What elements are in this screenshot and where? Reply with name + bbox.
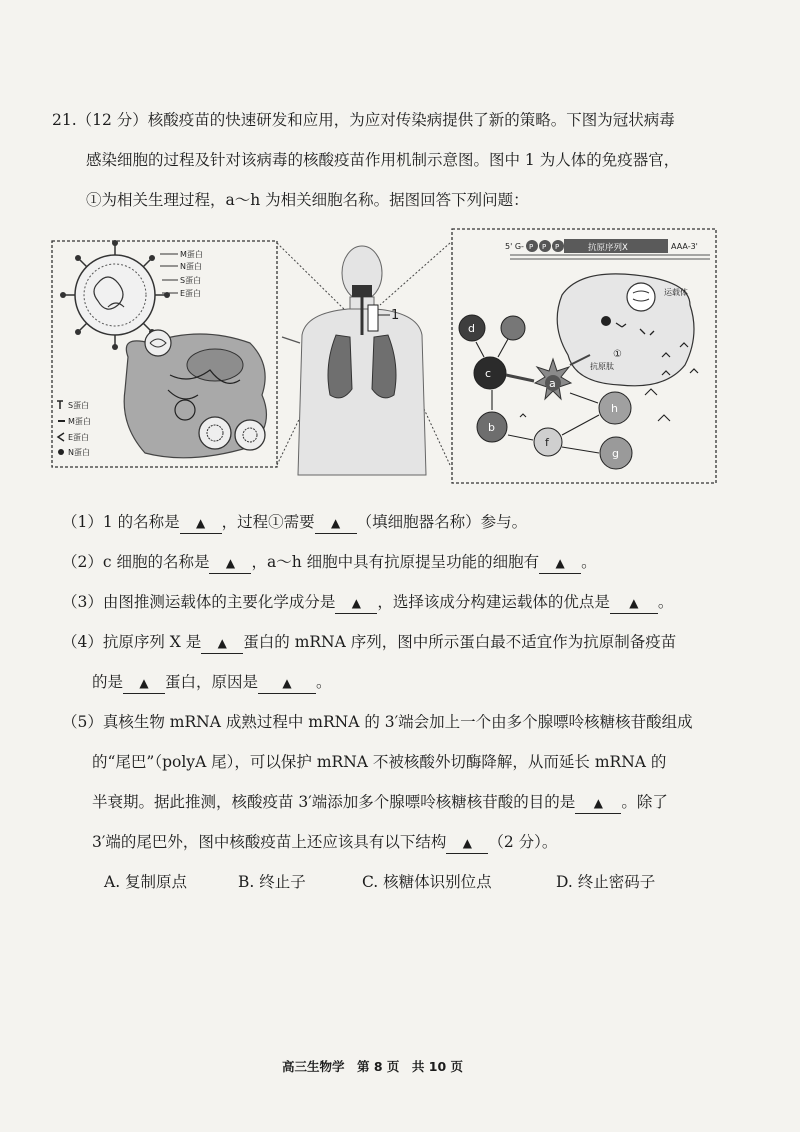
legend-bottom-0: S蛋白 (68, 401, 90, 410)
legend-bottom-1: M蛋白 (68, 417, 91, 426)
blank-1-1[interactable]: ▲ (180, 513, 222, 534)
blank-4-3[interactable]: ▲ (258, 673, 316, 694)
legend-bottom-2: E蛋白 (68, 433, 90, 442)
svg-text:P: P (542, 243, 547, 251)
blank-2-2[interactable]: ▲ (539, 553, 581, 574)
thymus-organ (368, 305, 378, 331)
legend-top (160, 249, 203, 298)
legend-top-2: S蛋白 (180, 276, 202, 285)
item-2: （2）c 细胞的名称是 ▲ ，a～h 细胞中具有抗原提呈功能的细胞有 ▲ 。 (62, 552, 597, 574)
legend-bottom-3: N蛋白 (68, 448, 90, 457)
svg-text:d: d (468, 322, 475, 335)
svg-text:b: b (488, 421, 495, 434)
svg-text:c: c (485, 367, 492, 380)
figure (50, 225, 720, 487)
svg-text:g: g (612, 447, 619, 460)
blank-1-2[interactable]: ▲ (315, 513, 357, 534)
option-a[interactable]: A. 复制原点 (104, 873, 188, 891)
blank-2-1[interactable]: ▲ (209, 553, 251, 574)
legend-top-0: M蛋白 (180, 250, 203, 259)
cell-a (535, 359, 571, 399)
mrna-5-label: 5' G- (505, 242, 524, 251)
legend-bottom (57, 400, 91, 457)
item-5-line-2: 的“尾巴”（polyA 尾），可以保护 mRNA 不被核酸外切酶降解，从而延长 mRNA 的 (92, 753, 667, 771)
endosome-icon (145, 330, 171, 356)
svg-text:P: P (555, 243, 560, 251)
blank-3-2[interactable]: ▲ (610, 593, 658, 614)
question-intro-line-3: ①为相关生理过程，a～h 为相关细胞名称。据图回答下列问题： (86, 191, 529, 209)
mrna-3-label: AAA-3' (671, 242, 698, 251)
assembled-virus (199, 417, 231, 449)
item-4-line-1: （4）抗原序列 X 是 ▲ 蛋白的 mRNA 序列，图中所示蛋白最不适宜作为抗原制备疫苗 (62, 632, 676, 654)
vaccine-mechanism-panel (452, 229, 716, 483)
legend-top-3: E蛋白 (180, 289, 202, 298)
blank-4-1[interactable]: ▲ (201, 633, 243, 654)
svg-text:f: f (545, 436, 549, 449)
organ-label: 1 (391, 308, 400, 323)
svg-text:P: P (529, 243, 534, 251)
virus-infection-panel (52, 240, 277, 467)
legend-top-1: N蛋白 (180, 262, 202, 271)
released-virus (235, 420, 265, 450)
mrna-caps (526, 240, 564, 252)
option-d[interactable]: D. 终止密码子 (556, 873, 656, 891)
question-number: 21. (52, 111, 77, 129)
blank-3-1[interactable]: ▲ (335, 593, 377, 614)
syringe-icon (282, 337, 300, 343)
question-intro-line-1: 21.（12 分）核酸疫苗的快速研发和应用，为应对传染病提供了新的策略。下图为冠状病毒 (52, 111, 675, 129)
antigen-label: 抗原肽 (590, 362, 614, 371)
option-b[interactable]: B. 终止子 (238, 873, 306, 891)
item-5-line-4: 3′端的尾巴外，图中核酸疫苗上还应该具有以下结构 ▲ （2 分）。 (92, 832, 557, 854)
mrna-region-label: 抗原序列X (588, 243, 628, 253)
blank-5-1[interactable]: ▲ (575, 793, 621, 814)
item-1: （1）1 的名称是 ▲ ，过程①需要 ▲ （填细胞器名称）参与。 (62, 512, 527, 534)
cell-c-dot (501, 316, 525, 340)
question-intro-line-2: 感染细胞的过程及针对该病毒的核酸疫苗作用机制示意图。图中 1 为人体的免疫器官， (86, 151, 680, 169)
item-4-line-2: 的是 ▲ 蛋白，原因是 ▲ 。 (92, 672, 332, 694)
svg-text:h: h (611, 402, 618, 415)
option-c[interactable]: C. 核糖体识别位点 (362, 873, 492, 891)
process-label: ① (613, 349, 622, 360)
blank-5-2[interactable]: ▲ (446, 833, 488, 854)
blank-4-2[interactable]: ▲ (123, 673, 165, 694)
item-3: （3）由图推测运载体的主要化学成分是 ▲ ，选择该成分构建运载体的优点是 ▲ 。 (62, 592, 673, 614)
item-5-line-1: （5）真核生物 mRNA 成熟过程中 mRNA 的 3′端会加上一个由多个腺嘌呤核糖核苷酸组成 (62, 713, 693, 731)
carrier-label: 运载体 (664, 288, 688, 297)
carrier-icon (627, 283, 655, 311)
svg-text:a: a (549, 377, 556, 390)
item-5-line-3: 半衰期。据此推测，核酸疫苗 3′端添加多个腺嘌呤核糖核苷酸的目的是 ▲ 。除了 (92, 792, 668, 814)
human-figure (282, 246, 426, 475)
page-footer: 高三生物学 第 8 页 共 10 页 (282, 1059, 464, 1074)
